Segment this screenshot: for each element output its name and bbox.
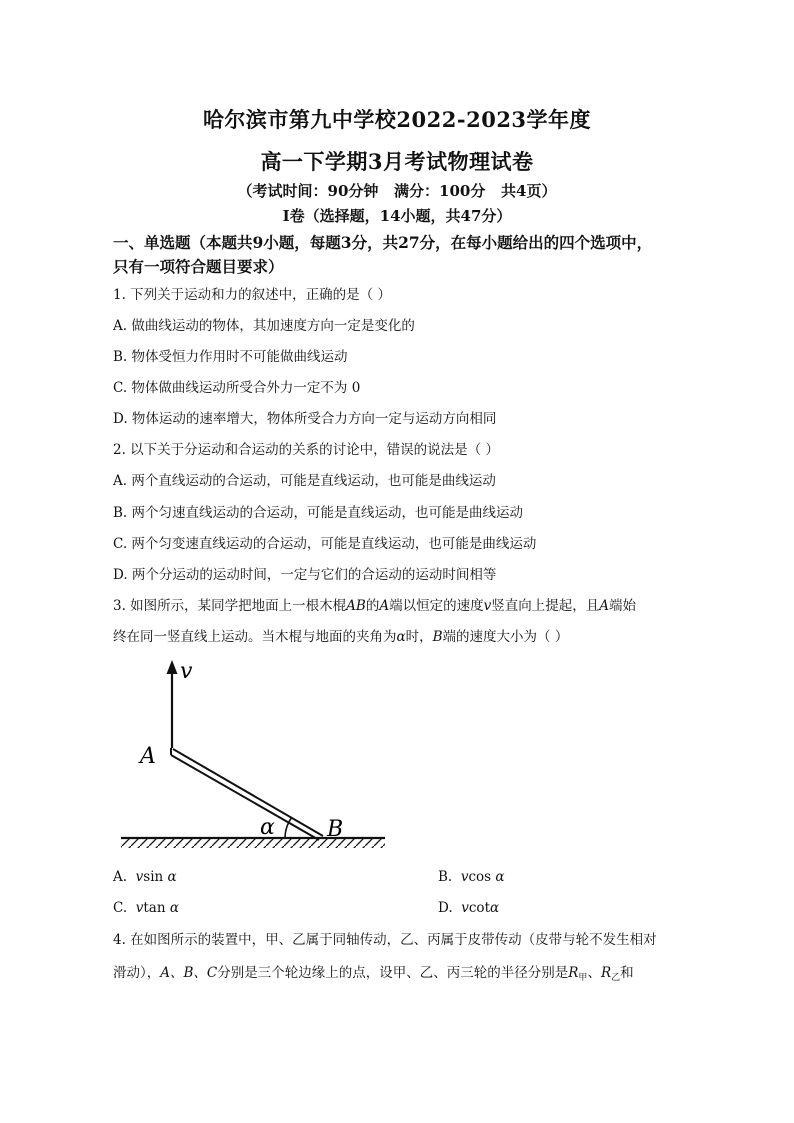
velocity-arrow-head: [167, 660, 178, 674]
q3-option-b: [438, 867, 505, 887]
q3-text: 3. 如图所示，某同学把地面上一根木棍: [113, 598, 347, 614]
q2-option-b: B. 两个匀速直线运动的合运动，可能是直线运动，也可能是曲线运动: [113, 505, 524, 521]
q4-text: 滑动），: [113, 965, 161, 981]
q3-text: 时，: [405, 629, 433, 645]
q4-radius-var: R: [600, 965, 612, 981]
q1-stem: 1. 下列关于运动和力的叙述中，正确的是（ ）: [113, 287, 391, 303]
q3-figure-stick-diagram: [113, 648, 403, 858]
option-var: v: [135, 869, 144, 885]
q4-subscript: 乙: [611, 973, 621, 983]
q3-option-d: [438, 898, 499, 918]
option-angle: α: [167, 869, 177, 885]
exam-info: （考试时间：90分钟 满分：100分 共4页）: [237, 182, 557, 200]
q3-var-alpha: α: [396, 629, 406, 645]
option-angle: α: [169, 900, 179, 916]
q4-text: 和: [620, 965, 634, 981]
q1-option-a: A. 做曲线运动的物体，其加速度方向一定是变化的: [113, 318, 415, 334]
q3-var-a: A: [599, 598, 609, 614]
q3-option-a: [113, 867, 177, 887]
option-angle: α: [495, 869, 505, 885]
q3-var-b: B: [432, 629, 443, 645]
exam-title-school: 哈尔滨市第九中学校2022-2023学年度: [202, 107, 592, 132]
stick-edge-bottom: [171, 755, 319, 840]
section-heading-line1: 一、单选题（本题共9小题，每题3分，共27分，在每小题给出的四个选项中，: [113, 233, 653, 252]
q4-text: 、: [587, 965, 601, 981]
q2-stem: 2. 以下关于分运动和合运动的关系的讨论中，错误的说法是（ ）: [113, 442, 499, 458]
exam-title-subject: 高一下学期3月考试物理试卷: [260, 149, 534, 174]
option-label: D.: [438, 900, 453, 916]
option-label: C.: [113, 900, 128, 916]
q3-stem-line2: [113, 627, 568, 647]
volume-heading: I卷（选择题，14小题，共47分）: [282, 207, 512, 225]
ground-hatch: [121, 839, 385, 848]
q3-text: 竖直向上提起，且: [491, 598, 600, 614]
option-fn: tan: [143, 900, 166, 916]
q4-stem-line1: 4. 在如图所示的装置中，甲、乙属于同轴传动，乙、丙属于皮带传动（皮带与轮不发生相对: [113, 932, 657, 948]
q2-option-d: D. 两个分运动的运动时间，一定与它们的合运动的运动时间相等: [113, 567, 497, 583]
q3-text: 端的速度大小为（ ）: [442, 629, 569, 645]
q3-var-ab: AB: [346, 598, 366, 614]
q3-var-v: v: [483, 598, 492, 614]
q4-points: A、B、C: [160, 965, 218, 981]
option-fn: cos: [468, 869, 492, 885]
label-v: v: [180, 659, 193, 684]
q1-option-d: D. 物体运动的速率增大，物体所受合力方向一定与运动方向相同: [113, 411, 497, 427]
option-fn: cot: [468, 900, 490, 916]
option-label: B.: [438, 869, 453, 885]
label-alpha: α: [260, 815, 275, 840]
q3-var-a: A: [379, 598, 390, 614]
q3-text: 端以恒定的速度: [389, 598, 484, 614]
q4-subscript: 甲: [578, 973, 588, 983]
q4-stem-line2: [113, 963, 634, 988]
option-label: A.: [113, 869, 128, 885]
q4-radius-var: R: [568, 965, 579, 981]
q3-option-c: [113, 898, 179, 918]
stick-edge-top: [173, 749, 323, 836]
q2-option-a: A. 两个直线运动的合运动，可能是直线运动，也可能是曲线运动: [113, 473, 496, 489]
q2-option-c: C. 两个匀变速直线运动的合运动，可能是直线运动，也可能是曲线运动: [113, 536, 537, 552]
q3-stem-line1: [113, 596, 636, 616]
option-angle: α: [490, 900, 500, 916]
option-fn: sin: [143, 869, 164, 885]
q1-option-b: B. 物体受恒力作用时不可能做曲线运动: [113, 349, 348, 365]
q3-text: 端始: [608, 598, 636, 614]
q4-text: 分别是三个轮边缘上的点，设甲、乙、丙三轮的半径分别是: [217, 965, 569, 981]
q1-option-c: C. 物体做曲线运动所受合外力一定不为 0: [113, 380, 361, 396]
section-heading-line2: 只有一项符合题目要求）: [113, 257, 284, 276]
option-var: v: [461, 900, 469, 916]
label-a: A: [140, 744, 156, 769]
label-b: B: [327, 817, 344, 842]
q3-text: 的: [365, 598, 380, 614]
q3-text: 终在同一竖直线上运动。当木棍与地面的夹角为: [113, 629, 397, 645]
option-var: v: [135, 900, 144, 916]
option-var: v: [460, 869, 469, 885]
